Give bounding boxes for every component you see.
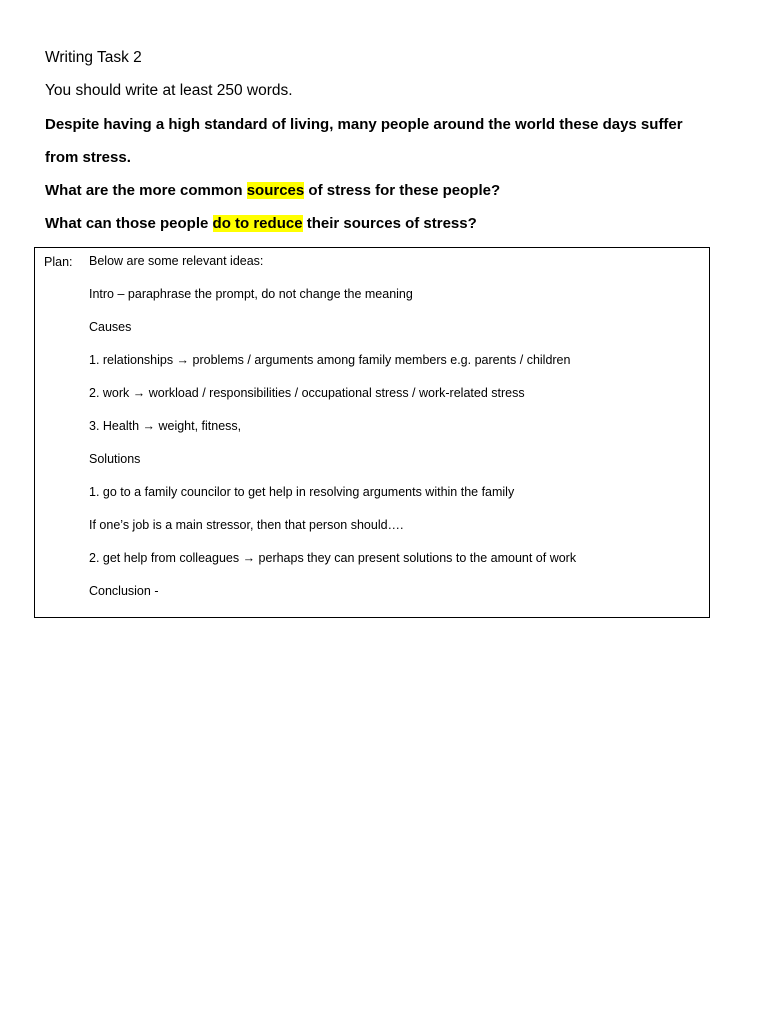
plan-item: Intro – paraphrase the prompt, do not change the meaning	[89, 287, 413, 301]
task-title: Writing Task 2	[45, 49, 142, 66]
plan-label: Plan:	[44, 255, 73, 269]
question-1-text-after: of stress for these people?	[304, 182, 501, 199]
question-reduce	[45, 215, 477, 232]
plan-item: 1. relationships → problems / arguments among family members e.g. parents / children	[89, 353, 571, 367]
question-sources	[45, 182, 500, 199]
question-1-highlight: sources	[246, 182, 305, 199]
plan-item: Causes	[89, 320, 132, 334]
plan-item: 3. Health → weight, fitness,	[89, 419, 242, 433]
plan-item: 2. get help from colleagues → perhaps they can present solutions to the amount of work	[89, 551, 577, 565]
question-2-highlight: do to reduce	[212, 215, 303, 232]
plan-item: 2. work → workload / responsibilities / occupational stress / work-related stress	[89, 386, 525, 400]
word-count-instruction: You should write at least 250 words.	[45, 82, 293, 99]
plan-item: 1. go to a family councilor to get help in resolving arguments within the family	[89, 485, 515, 499]
plan-item: Conclusion -	[89, 584, 159, 598]
plan-box	[34, 247, 710, 618]
plan-item: Solutions	[89, 452, 141, 466]
question-2-text-after: their sources of stress?	[302, 215, 477, 232]
prompt-statement-line2: from stress.	[45, 149, 131, 166]
plan-item: Below are some relevant ideas:	[89, 254, 264, 268]
prompt-statement-line1: Despite having a high standard of living, many people around the world these days suffer	[45, 116, 683, 133]
plan-item: If one’s job is a main stressor, then that person should….	[89, 518, 404, 532]
question-2-text-before: What can those people	[45, 215, 213, 232]
question-1-text-before: What are the more common	[45, 182, 247, 199]
